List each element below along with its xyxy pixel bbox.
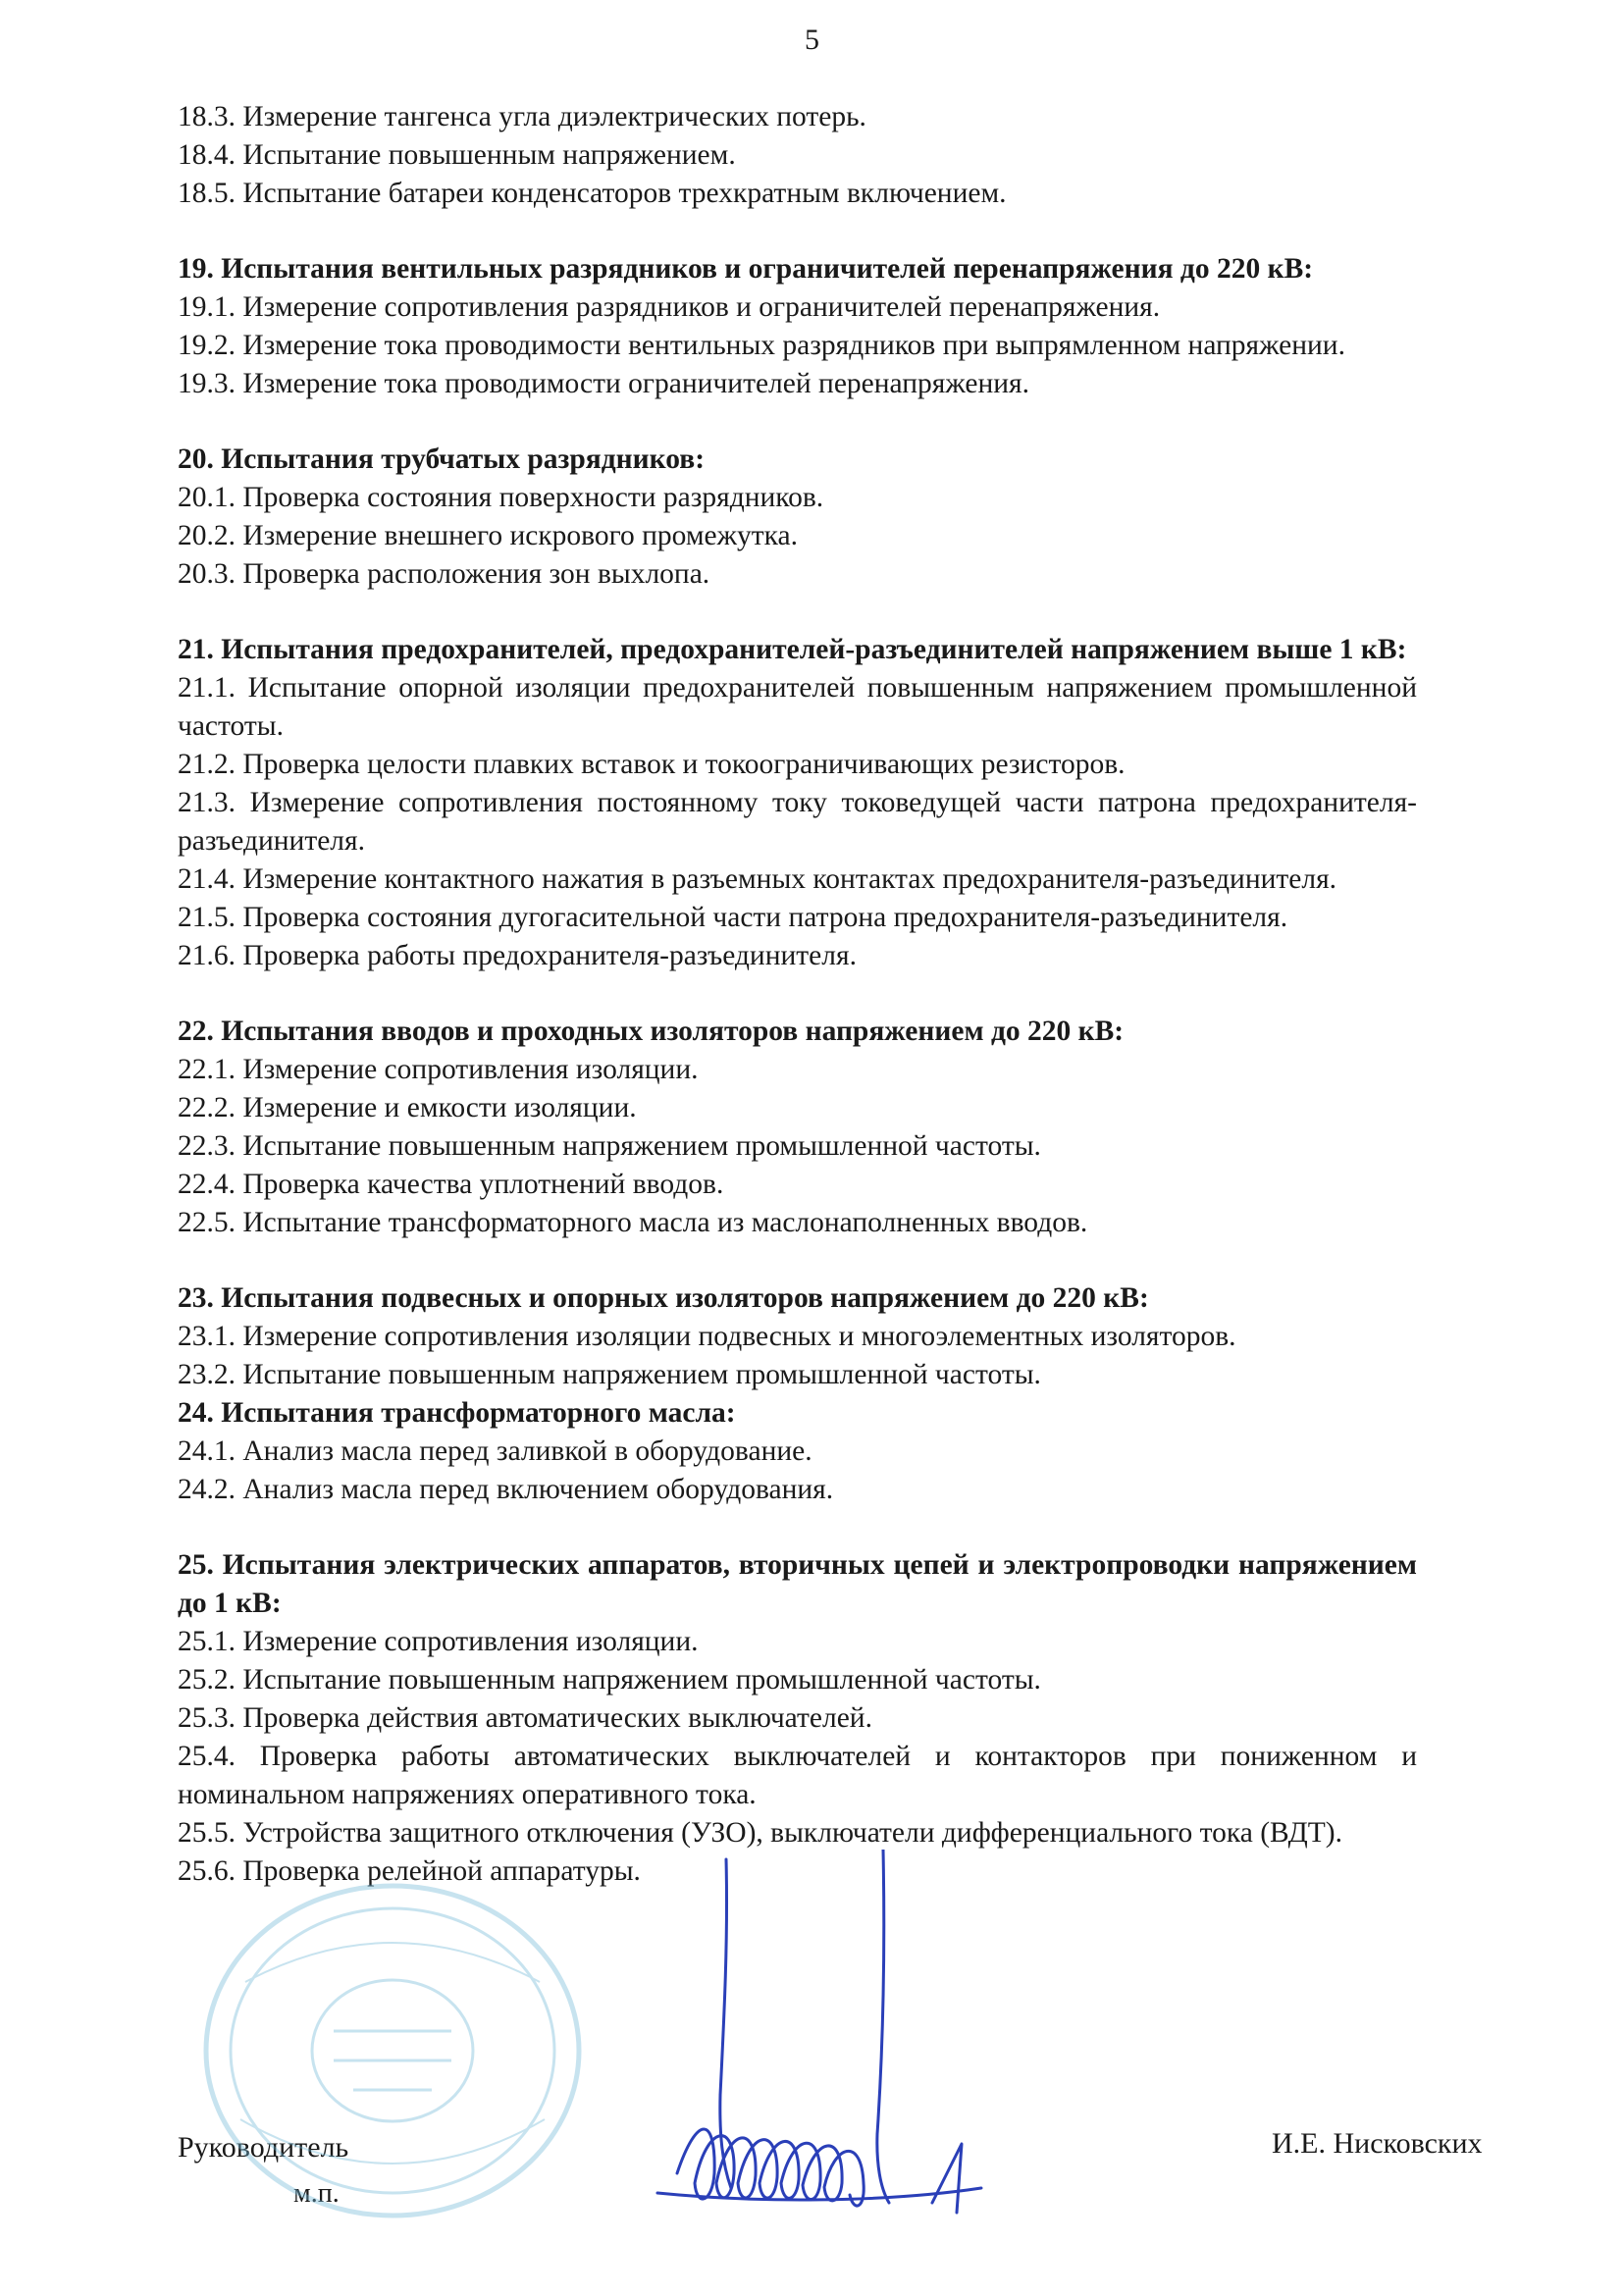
list-item: 25.2. Испытание повышенным напряжением промышленной частоты. — [178, 1664, 1041, 1695]
list-item: 23.2. Испытание повышенным напряжением промышленной частоты. — [178, 1359, 1041, 1390]
list-item: 18.5. Испытание батареи конденсаторов трехкратным включением. — [178, 178, 1007, 209]
section — [178, 1013, 1417, 1242]
list-item: 22.5. Испытание трансформаторного масла из маслонаполненных вводов. — [178, 1207, 1088, 1238]
signer-name: И.Е. Нисковских — [1272, 2127, 1483, 2160]
list-item: 25.1. Измерение сопротивления изоляции. — [178, 1626, 699, 1657]
list-item: 21.2. Проверка целости плавких вставок и токоограничивающих резисторов. — [178, 749, 1126, 780]
section — [178, 441, 1417, 594]
list-item: 25.6. Проверка релейной аппаратуры. — [178, 1855, 641, 1887]
section-title: 24. Испытания трансформаторного масла: — [178, 1397, 736, 1429]
list-item: 21.5. Проверка состояния дугогасительной части патрона предохранителя-разъединителя. — [178, 902, 1288, 933]
list-item: 20.1. Проверка состояния поверхности разрядников. — [178, 482, 824, 513]
section — [178, 250, 1417, 403]
list-item: 18.3. Измерение тангенса угла диэлектрических потерь. — [178, 101, 866, 132]
list-item: 22.2. Измерение и емкости изоляции. — [178, 1092, 637, 1123]
list-item: 22.3. Испытание повышенным напряжением промышленной частоты. — [178, 1130, 1041, 1162]
section-title: 22. Испытания вводов и проходных изоляторов напряжением до 220 кВ: — [178, 1016, 1125, 1047]
list-item: 19.2. Измерение тока проводимости вентильных разрядников при выпрямленном напряжении. — [178, 330, 1345, 361]
list-item: 25.3. Проверка действия автоматических выключателей. — [178, 1702, 872, 1734]
section-title: 19. Испытания вентильных разрядников и ограничителей перенапряжения до 220 кВ: — [178, 253, 1314, 285]
list-item: 25.5. Устройства защитного отключения (УЗО), выключатели дифференциального тока (ВДТ). — [178, 1817, 1342, 1849]
list-item: 21.1. Испытание опорной изоляции предохранителей повышенным напряжением промышленной частоты. — [178, 672, 1417, 742]
list-item: 20.3. Проверка расположения зон выхлопа. — [178, 558, 710, 590]
list-item: 22.1. Измерение сопротивления изоляции. — [178, 1054, 699, 1085]
section-title: 25. Испытания электрических аппаратов, вторичных цепей и электропроводки напряжением до 1 кВ: — [178, 1549, 1417, 1619]
section — [178, 98, 1417, 213]
section-title: 23. Испытания подвесных и опорных изоляторов напряжением до 220 кВ: — [178, 1282, 1149, 1314]
list-item: 19.1. Измерение сопротивления разрядников и ограничителей перенапряжения. — [178, 291, 1161, 323]
section — [178, 631, 1417, 975]
list-item: 22.4. Проверка качества уплотнений вводов. — [178, 1169, 724, 1200]
section — [178, 1394, 1417, 1509]
list-item: 21.3. Измерение сопротивления постоянному току токоведущей части патрона предохранителя-разъединителя. — [178, 787, 1417, 857]
section — [178, 1546, 1417, 1891]
section-title: 20. Испытания трубчатых разрядников: — [178, 443, 706, 475]
list-item: 21.6. Проверка работы предохранителя-разъединителя. — [178, 940, 857, 971]
list-item: 24.1. Анализ масла перед заливкой в оборудование. — [178, 1435, 812, 1467]
list-item: 21.4. Измерение контактного нажатия в разъемных контактах предохранителя-разъединителя. — [178, 863, 1337, 895]
list-item: 23.1. Измерение сопротивления изоляции подвесных и многоэлементных изоляторов. — [178, 1321, 1236, 1352]
page-number: 5 — [805, 24, 819, 56]
section-title: 21. Испытания предохранителей, предохранителей-разъединителей напряжением выше 1 кВ: — [178, 634, 1407, 665]
stamp-place-mark: м.п. — [293, 2178, 340, 2209]
stamp-seal-icon — [186, 1864, 599, 2227]
handwritten-signature-icon — [638, 1850, 1030, 2222]
list-item: 25.4. Проверка работы автоматических выключателей и контакторов при пониженном и номинальном напряжениях оперативного тока. — [178, 1741, 1417, 1810]
list-item: 24.2. Анализ масла перед включением оборудования. — [178, 1474, 834, 1505]
list-item: 20.2. Измерение внешнего искрового промежутка. — [178, 520, 799, 551]
document-body — [178, 98, 1417, 1891]
section — [178, 1279, 1417, 1394]
list-item: 19.3. Измерение тока проводимости ограничителей перенапряжения. — [178, 368, 1029, 399]
signer-role: Руководитель — [178, 2131, 349, 2164]
list-item: 18.4. Испытание повышенным напряжением. — [178, 139, 736, 171]
